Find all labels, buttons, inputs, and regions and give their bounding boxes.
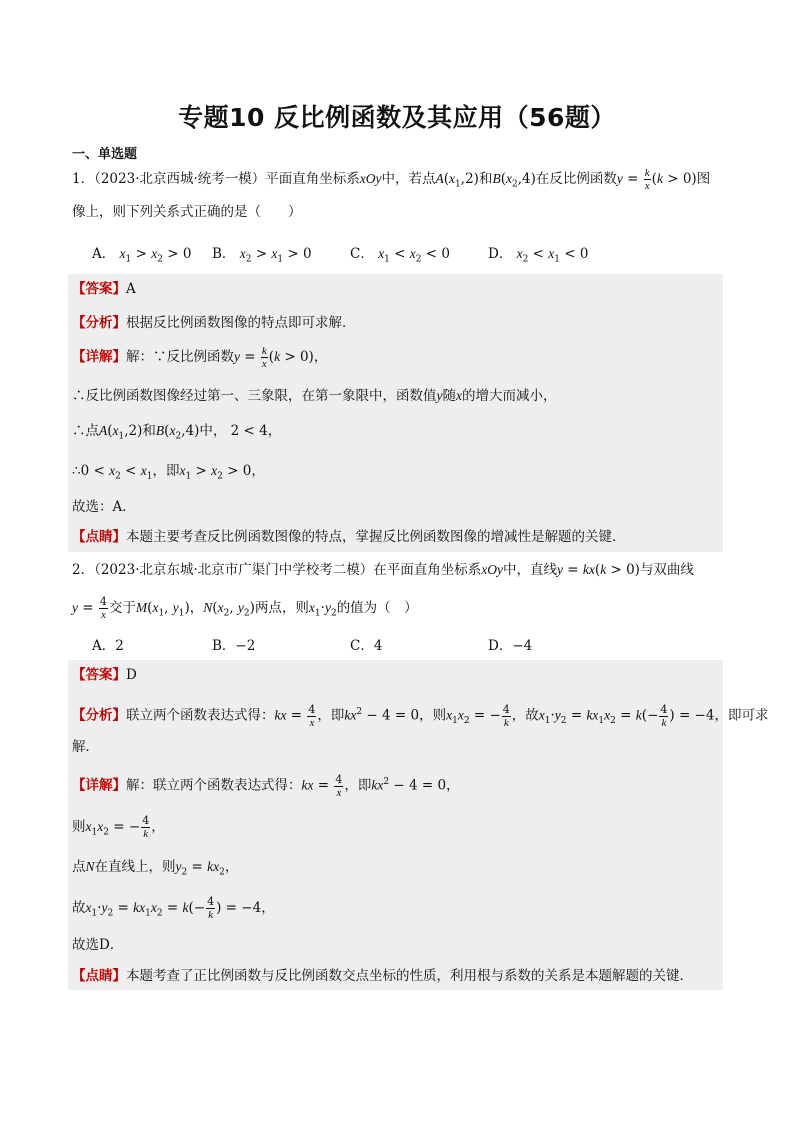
q1-stem-line2: 像上，则下列关系式正确的是（ ） <box>72 204 302 220</box>
q2-detail-2: 则$x_1x_2$ = − $\frac{4}{k}$ ， <box>72 814 165 840</box>
q2-option-c: C．4 <box>350 638 383 654</box>
section-heading: 一、单选题 <box>72 147 138 162</box>
q2-detail-4: 故$x_1\cdot y_2 = kx_1x_2 = k(-$ $\frac{4}{k}$ ) = −4， <box>72 895 275 921</box>
q2-comment: 【点睛】本题考查了正比例函数与反比例函数交点坐标的性质，利用根与系数的关系是本题解题的关键． <box>72 968 693 984</box>
q1-detail-5: 故选：A． <box>72 499 136 515</box>
q2-detail-3: 点N在直线上，则$y_2 = kx_2$， <box>72 859 239 878</box>
q2-detail-1: 【详解】解：联立两个函数表达式得：kx = $\frac{4}{x}$ ，即$kx^2 - 4 = 0$， <box>72 772 460 799</box>
q1-option-b: B． $x_2 > x_1 > 0$ <box>212 246 312 265</box>
q2-option-d: D．−4 <box>488 638 533 654</box>
q1-comment: 【点睛】本题主要考查反比例函数图像的特点，掌握反比例函数图像的增减性是解题的关键． <box>72 529 626 545</box>
q2-option-a: A．2 <box>92 638 124 654</box>
page-title: 专题10 反比例函数及其应用（56题） <box>178 103 616 132</box>
q2-stem: 2．（2023·北京东城·北京市广渠门中学校考二模）在平面直角坐标系xOy中，直线y = kx(k > 0)与双曲线 <box>72 562 694 578</box>
q2-answer: 【答案】D <box>72 667 137 683</box>
q1-detail-4: ∴0 < $x_2 < x_1$，即$x_1 > x_2 > 0$， <box>72 463 265 482</box>
q1-detail-2: ∴反比例函数图像经过第一、三象限，在第一象限中，函数值y随x的增大而减小， <box>72 388 557 404</box>
q1-analysis: 【分析】根据反比例函数图像的特点即可求解． <box>72 315 356 331</box>
q1-option-a: A． $x_1 > x_2 > 0$ <box>92 246 192 265</box>
q2-analysis: 【分析】联立两个函数表达式得：kx = $\frac{4}{x}$ ，即$kx^2 - 4 = 0$，则$x_1x_2$ = − $\frac{4}{k}$ ，故$x_1\cdot y_2 = kx_1x_2 = k(-$ $\frac{4}{k}$ ) = −4，即可求 <box>72 702 769 729</box>
q1-answer: 【答案】A <box>72 281 136 297</box>
q2-detail-5: 故选D． <box>72 937 124 953</box>
q1-detail-3: ∴点$A(x_1,2)$和$B(x_2,4)$中， 2 < 4， <box>72 423 282 442</box>
q2-analysis-line2: 解． <box>72 739 99 755</box>
q1-option-c: C． $x_1 < x_2 < 0$ <box>350 246 450 265</box>
q2-option-b: B．−2 <box>212 638 256 654</box>
q1-stem: 1．（2023·北京西城·统考一模）平面直角坐标系xOy中，若点$A(x_1,2)$和$B(x_2,4)$在反比例函数y = $\frac{k}{x}$ (k > 0)图 <box>72 167 711 192</box>
q1-detail-1: 【详解】解：∵反比例函数y = $\frac{k}{x}$ (k > 0)， <box>72 345 328 370</box>
q1-option-d: D． $x_2 < x_1 < 0$ <box>488 246 589 265</box>
q2-stem-line2: y = $\frac{4}{x}$ 交于$M(x_1$, $y_1$)，$N(x_2$, $y_2$)两点，则$x_1\cdot y_2$的值为（ ） <box>72 595 418 621</box>
